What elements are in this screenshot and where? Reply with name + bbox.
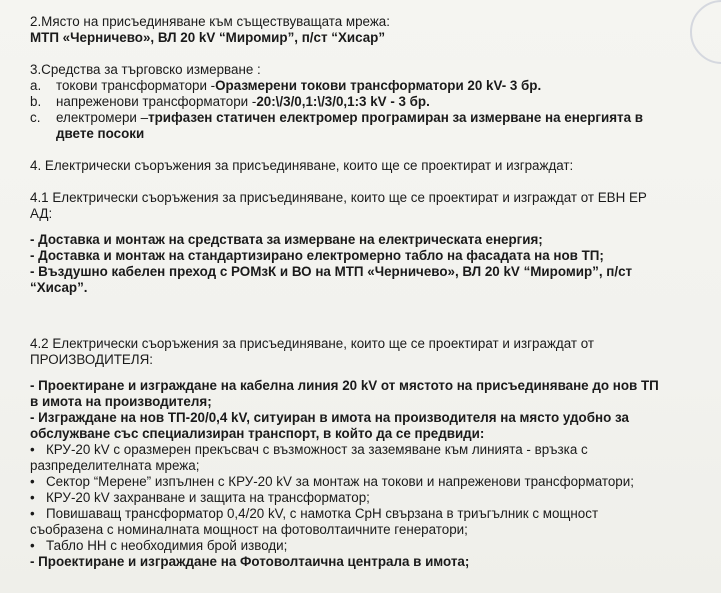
s42-bold-2-cont: обслужване със специализиран транспорт, в който да се предвиди: [30, 426, 485, 441]
s3-item-b-bold: 20:\/3/0,1:\/3/0,1:3 kV - 3 бр. [256, 94, 430, 109]
s3-item-b [30, 94, 680, 110]
s41-item-2: - Доставка и монтаж на стандартизирано електромерно табло на фасадата на нов ТП; [30, 248, 604, 263]
stamp-mark [690, 0, 721, 64]
s42-bullet-1 [30, 442, 680, 458]
s42-heading-line2: ПРОИЗВОДИТЕЛЯ: [30, 352, 153, 367]
bullet-icon: • [30, 474, 35, 489]
s42-bullet-4-text: Повишаващ трансформатор 0,4/20 kV, с намотка СрН свързана в триъгълник с мощност [46, 506, 599, 521]
s2-value: МТП «Черничево», ВЛ 20 kV “Миромир”, п/ст “Хисар” [30, 30, 386, 45]
s41-item-3: - Въздушно кабелен преход с РОМзК и ВО на МТП «Черничево», ВЛ 20 kV “Миромир”, п/ст [30, 264, 633, 279]
bullet-icon: • [30, 490, 35, 505]
s3-item-c-text: електромери – [56, 110, 149, 125]
s4-heading: 4. Електрически съоръжения за присъединяване, които ще се проектират и изграждат: [30, 158, 574, 173]
s42-bullet-1-text: КРУ-20 kV с оразмерен прекъсвач с възможност за заземяване към линията - връзка с [46, 442, 588, 457]
s42-bold-1: - Проектиране и изграждане на кабелна линия 20 kV от мястото на присъединяване до нов ТП [30, 378, 659, 393]
s42-bullet-3 [30, 490, 680, 506]
s42-bullet-1-cont: разпределителната мрежа; [30, 458, 200, 473]
bullet-icon: • [30, 506, 35, 521]
s41-item-1: - Доставка и монтаж на средствата за измерване на електрическата енергия; [30, 232, 543, 247]
s3-item-a-marker: a. [30, 78, 42, 93]
s42-heading-line1: 4.2 Електрически съоръжения за присъединяване, които ще се проектират и изграждат от [30, 336, 595, 351]
s3-item-c-bold: трифазен статичен електромер програмиран за измерване на енергията в [148, 110, 643, 125]
s42-bullet-3-text: КРУ-20 kV захранване и защита на трансформатор; [46, 490, 370, 505]
s3-item-a-bold: Оразмерени токови трансформатори 20 kV- 3 бр. [215, 78, 542, 93]
s3-heading: 3.Средства за търговско измерване : [30, 62, 261, 77]
bullet-icon: • [30, 538, 35, 553]
s42-bold-2: - Изграждане на нов ТП-20/0,4 kV, ситуиран в имота на производителя на място удобно за [30, 410, 629, 425]
s3-item-a [30, 78, 680, 94]
s3-item-b-text: напреженови трансформатори - [56, 94, 257, 109]
s42-bullet-2 [30, 474, 680, 490]
s3-item-c [30, 110, 680, 126]
s41-item-3-cont: “Хисар”. [30, 280, 88, 295]
s2-heading: 2.Място на присъединяване към съществуващата мрежа: [30, 14, 390, 29]
s3-item-a-text: токови трансформатори - [56, 78, 216, 93]
s41-heading-line2: АД: [30, 206, 53, 221]
s3-item-b-marker: b. [30, 94, 42, 109]
s3-item-c-marker: c. [30, 110, 41, 125]
s42-last: - Проектиране и изграждане на Фотоволтаична централа в имота; [30, 554, 470, 569]
s3-item-c-bold-cont: двете посоки [56, 126, 145, 141]
document-body [30, 14, 680, 570]
s42-bullet-5-text: Табло НН с необходимия брой изводи; [46, 538, 288, 553]
s41-heading-line1: 4.1 Електрически съоръжения за присъединяване, които ще се проектират и изграждат от ЕВН ЕР [30, 190, 647, 205]
s42-bold-1-cont: в имота на производителя; [30, 394, 212, 409]
s42-bullet-5 [30, 538, 680, 554]
s42-bullet-4 [30, 506, 680, 522]
s42-bullet-4-cont: съобразена с номиналната мощност на фотоволтаичните генератори; [30, 522, 468, 537]
bullet-icon: • [30, 442, 35, 457]
s42-bullet-2-text: Сектор “Мерене” изпълнен с КРУ-20 kV за монтаж на токови и напреженови трансформатори; [46, 474, 634, 489]
